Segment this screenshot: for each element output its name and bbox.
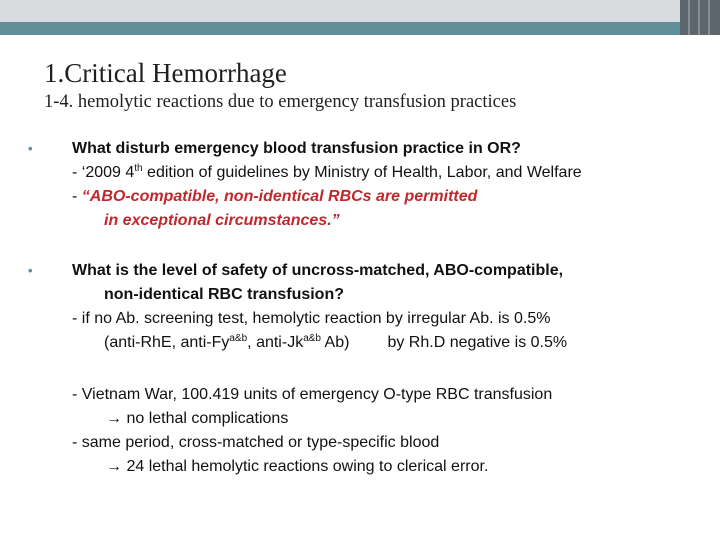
section2-line1: - if no Ab. screening test, hemolytic reaction by irregular Ab. is 0.5% xyxy=(72,310,551,327)
bullet-section-1 xyxy=(28,137,582,233)
section2-line2-sup2: a&b xyxy=(303,333,321,344)
section1-line1-pre: - ‘2009 4 xyxy=(72,164,135,181)
section2-line3: - Vietnam War, 100.419 units of emergency O-type RBC transfusion xyxy=(72,386,553,403)
section2-line2-d: by Rh.D negative is 0.5% xyxy=(387,334,568,351)
section1-highlight-quote-2: in exceptional circumstances.” xyxy=(104,212,340,229)
bullet-icon: • xyxy=(28,263,33,278)
slide-subtitle: 1-4. hemolytic reactions due to emergency transfusion practices xyxy=(44,92,517,112)
corner-decoration xyxy=(680,0,720,35)
header-accent-band xyxy=(0,22,720,35)
section2-question-cont: non-identical RBC transfusion? xyxy=(104,286,344,303)
section2-line6: → 24 lethal hemolytic reactions owing to clerical error. xyxy=(106,458,489,475)
section1-question: What disturb emergency blood transfusion practice in OR? xyxy=(72,140,521,157)
section2-line2-c: Ab) xyxy=(320,334,350,351)
section2-details xyxy=(28,383,552,479)
bullet-icon: • xyxy=(28,141,33,156)
header-band xyxy=(0,0,720,22)
section2-line2-sup1: a&b xyxy=(229,333,248,344)
section1-line1-post: edition of guidelines by Ministry of Health, Labor, and Welfare xyxy=(142,164,582,181)
section2-line4: → no lethal complications xyxy=(106,410,289,427)
section2-line2-b: , anti-Jk xyxy=(247,334,304,351)
section2-question: What is the level of safety of uncross-matched, ABO-compatible, xyxy=(72,262,564,279)
section2-line5: - same period, cross-matched or type-specific blood xyxy=(72,434,440,451)
section2-line2-a: (anti-RhE, anti-Fy xyxy=(104,334,230,351)
section1-line2-dash: - xyxy=(72,188,82,205)
section1-line1-sup: th xyxy=(134,163,143,174)
section1-highlight-quote-1: “ABO-compatible, non-identical RBCs are permitted xyxy=(81,188,478,205)
slide-title: 1.Critical Hemorrhage xyxy=(44,58,287,88)
bullet-section-2 xyxy=(28,259,567,355)
